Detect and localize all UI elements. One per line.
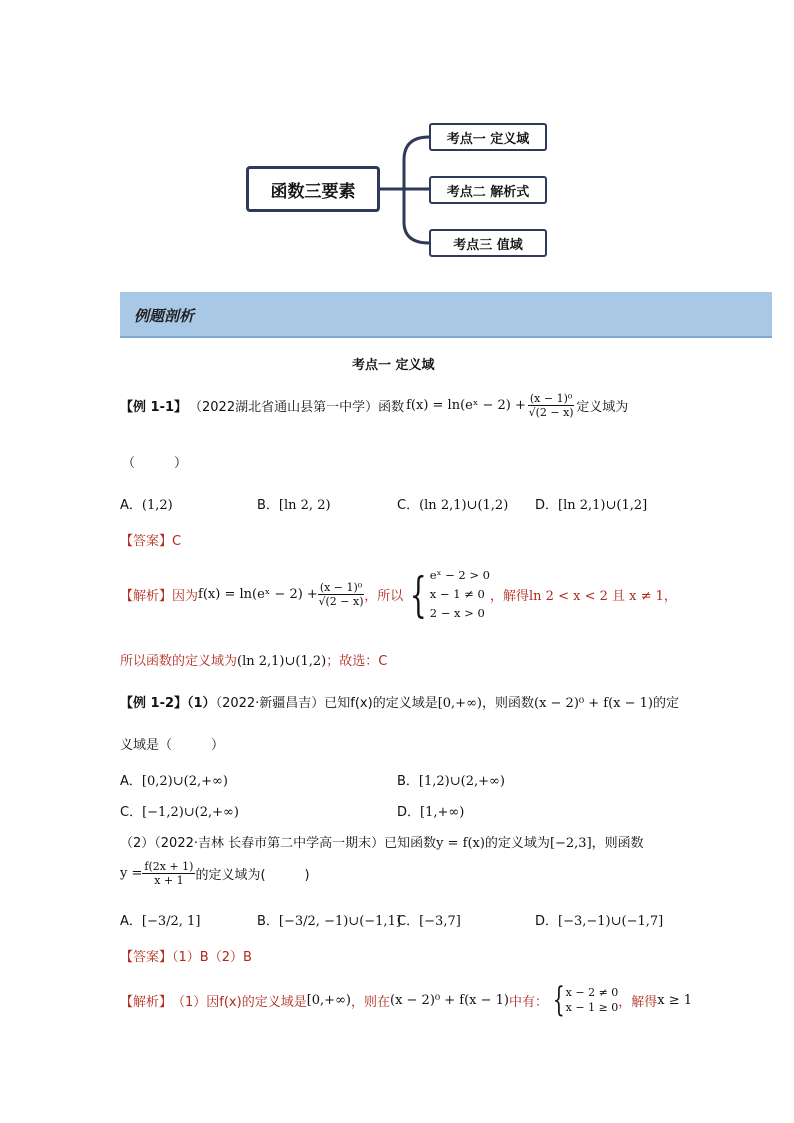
analysis-function: f(x) = ln(eˣ − 2) + [198,587,318,602]
example-tag: 【例 1-2】 [120,696,188,711]
inequality-system: { eˣ − 2 > 0 x − 1 ≠ 0 2 − x > 0 [410,566,490,623]
answer-paren: （ ） [122,456,188,471]
option1-c: C．[−1,2)∪(2,+∞) [120,805,239,820]
option-b: B．[ln 2, 2) [257,498,331,513]
option2-b: B．[−3/2, −1)∪(−1,1] [257,914,401,929]
example-1-2-part1: 【例 1-2】（1）（2022·新疆昌吉）已知f(x)的定义域是[0,+∞)，则函数(x − 2)⁰ + f(x − 1)的定 [120,696,680,711]
answer-value: C [172,534,182,549]
fraction-denominator: √(2 − x) [528,406,574,419]
analysis-result-2: x ≥ 1 [657,992,693,1008]
option-a: A．(1,2) [120,498,173,513]
fraction-numerator: (x − 1)⁰ [529,392,573,405]
option2-a: A．[−3/2, 1] [120,914,201,929]
example-1-2-part2: （2）（2022·吉林 长春市第二中学高一期末）已知函数y = f(x)的定义域为[−2,3]，则函数 [120,836,644,851]
mindmap-connectors [0,0,794,300]
answer-value: （1）B（2）B [172,950,252,965]
function-expression: f(x) = ln(eˣ − 2) + [406,398,526,413]
section-title: 考点一 定义域 [352,358,435,373]
mindmap-node-expression: 考点二 解析式 [429,176,547,204]
option1-b: B．[1,2)∪(2,+∞) [397,774,505,789]
section-banner [120,292,772,338]
option2-c: C．[−3,7] [397,914,461,929]
example-source: （2022湖北省通山县第一中学）函数 [189,400,405,415]
analysis-line: 【解析】 因为 f(x) = ln(eˣ − 2) + $\frac{\text{(x − 1)⁰}}{√(2 - x)}$ ，所以 { eˣ − 2 > 0 x − 1 ≠ 0 2 − x > 0 ，解得 ln 2 < x < 2 且 x ≠ 1， [120,566,677,623]
example-1-2-part1-line2: 义域是（ ） [120,738,225,753]
banner-title: 例题剖析 [134,307,195,325]
analysis-fraction: $\frac{\text{(x − 1)⁰}}{√(2 - x)}$ [318,581,364,608]
option-d: D．[ln 2,1)∪(1,2] [535,498,648,513]
analysis-label: 【解析】 [120,994,173,1010]
analysis-line-2: 【解析】 （1）因f(x)的定义域是 [0,+∞) ，则在 (x − 2)⁰ + f(x − 1) 中有： { x − 2 ≠ 0 x − 1 ≥ 0 ，解得 x ≥ 1 [120,980,693,1020]
option-c: C．(ln 2,1)∪(1,2) [397,498,509,513]
analysis-result: ln 2 < x < 2 且 x ≠ 1， [529,589,677,604]
option2-d: D．[−3,−1)∪(−1,7] [535,914,664,929]
mindmap-node-range: 考点三 值域 [429,229,547,257]
answer-line-2: 【答案】（1）B（2）B [120,950,252,965]
mindmap-root: 函数三要素 [246,166,380,212]
inequality-system-2: { x − 2 ≠ 0 x − 1 ≥ 0 [552,980,619,1020]
example-1-1-question [120,392,628,419]
conclusion-line: 所以函数的定义域为(ln 2,1)∪(1,2)；故选：C [120,654,388,669]
answer-line: 【答案】C [120,534,182,549]
analysis-label: 【解析】 [120,589,173,604]
function-fraction [528,392,574,419]
mindmap-node-domain: 考点一 定义域 [429,123,547,151]
question-tail: 定义域为 [576,400,629,415]
example-1-2-part2-line2: y = $\frac{f(2x + 1)}{x + 1}$ 的定义域为( ) [120,860,310,887]
part2-fraction: $\frac{f(2x + 1)}{x + 1}$ [144,860,194,887]
option1-d: D．[1,+∞) [397,805,465,820]
option1-a: A．[0,2)∪(2,+∞) [120,774,228,789]
example-tag: 【例 1-1】 [120,400,188,415]
